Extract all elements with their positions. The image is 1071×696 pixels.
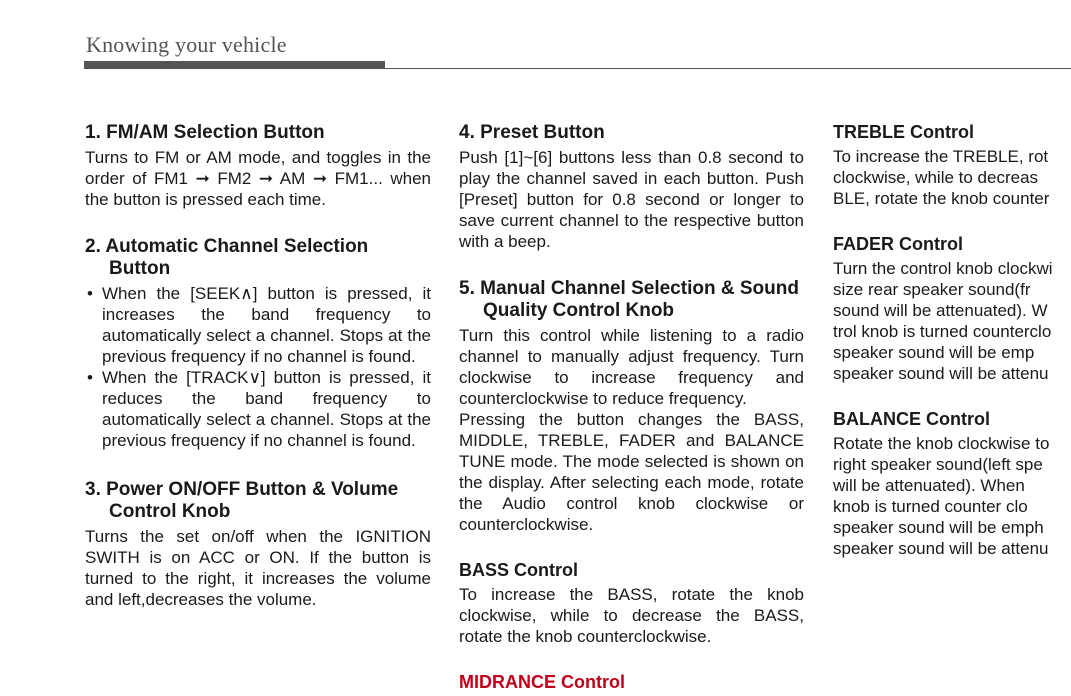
section-heading: 3. Power ON/OFF Button & Volume Control Knob bbox=[85, 479, 399, 522]
section-line: BLE, rotate the knob counter bbox=[833, 189, 1050, 208]
section-fader bbox=[833, 233, 1071, 384]
section-heading: FADER Control bbox=[833, 234, 963, 254]
page-header-title: Knowing your vehicle bbox=[86, 32, 287, 57]
section-body: To increase the BASS, rotate the knob clockwise, while to decrease the BASS, rotate the knob counterclockwise. bbox=[459, 585, 804, 646]
section-power-volume bbox=[85, 479, 431, 610]
section-heading: MIDRANCE Control bbox=[459, 672, 625, 692]
section-line: Turn the control knob clockwi bbox=[833, 259, 1053, 278]
section-heading: 1. FM/AM Selection Button bbox=[85, 122, 325, 143]
section-body: Turn this control while listening to a radio channel to manually adjust frequency. Turn clockwise to increase frequency and counterclockwise to reduce frequency. bbox=[459, 326, 804, 408]
section-fm-am bbox=[85, 122, 431, 210]
section-line: right speaker sound(left spe bbox=[833, 455, 1043, 474]
section-line: trol knob is turned counterclо bbox=[833, 322, 1052, 341]
section-body-2: Pressing the button changes the BASS, MIDDLE, TREBLE, FADER and BALANCE TUNE mode. The mode selected is shown on the display. After selecting each mode, rotate the Audio control knob clockwise or counterclockwise. bbox=[459, 410, 804, 534]
section-balance bbox=[833, 408, 1071, 559]
section-body: Push [1]~[6] buttons less than 0.8 second to play the channel saved in each button. Push [Preset] button for 0.8 second or longer to save current channel to the respective button with a beep. bbox=[459, 148, 804, 251]
section-line: speaker sound will be attenu bbox=[833, 364, 1049, 383]
section-heading: 4. Preset Button bbox=[459, 122, 605, 143]
bullet-item: • When the [TRACK∨] button is pressed, it reduces the band frequency to automatically select a channel. Stops at the previous frequency if no channel is found. bbox=[85, 367, 431, 451]
section-bass bbox=[459, 559, 804, 647]
section-preset bbox=[459, 122, 804, 252]
section-heading: BALANCE Control bbox=[833, 409, 990, 429]
section-heading: 2. Automatic Channel Selection Button bbox=[85, 236, 369, 279]
bullet-list bbox=[85, 283, 431, 451]
section-body: Turns to FM or AM mode, and toggles in the order of FM1 ➞ FM2 ➞ AM ➞ FM1... when the button is pressed each time. bbox=[85, 148, 431, 209]
column-2 bbox=[459, 122, 804, 696]
section-line: size rear speaker sound(fr bbox=[833, 280, 1031, 299]
section-line: sound will be attenuated). W bbox=[833, 301, 1048, 320]
bullet-item: • When the [SEEK∧] button is pressed, it increases the band frequency to automatically select a channel. Stops at the previous frequency if no channel is found. bbox=[85, 283, 431, 367]
section-heading: TREBLE Control bbox=[833, 122, 974, 142]
section-manual-channel bbox=[459, 278, 804, 535]
section-body: Turns the set on/off when the IGNITION SWITH is on ACC or ON. If the button is turned to the right, it increases the volume and left,decreases the volume. bbox=[85, 527, 431, 609]
section-line: knob is turned counter clo bbox=[833, 497, 1028, 516]
header-rule-thin bbox=[84, 68, 1071, 69]
section-line: To increase the TREBLE, rot bbox=[833, 147, 1049, 166]
section-auto-channel bbox=[85, 236, 431, 451]
section-line: speaker sound will be emp bbox=[833, 343, 1035, 362]
section-heading: 5. Manual Channel Selection & Sound Quality Control Knob bbox=[459, 278, 799, 321]
column-1 bbox=[85, 122, 431, 610]
column-3 bbox=[833, 121, 1071, 559]
section-line: speaker sound will be attenu bbox=[833, 539, 1049, 558]
section-line: speaker sound will be emph bbox=[833, 518, 1044, 537]
section-treble bbox=[833, 121, 1071, 209]
section-line: Rotate the knob clockwise to bbox=[833, 434, 1050, 453]
section-line: clockwise, while to decreas bbox=[833, 168, 1039, 187]
section-heading: BASS Control bbox=[459, 560, 578, 580]
section-line: will be attenuated). When bbox=[833, 476, 1025, 495]
